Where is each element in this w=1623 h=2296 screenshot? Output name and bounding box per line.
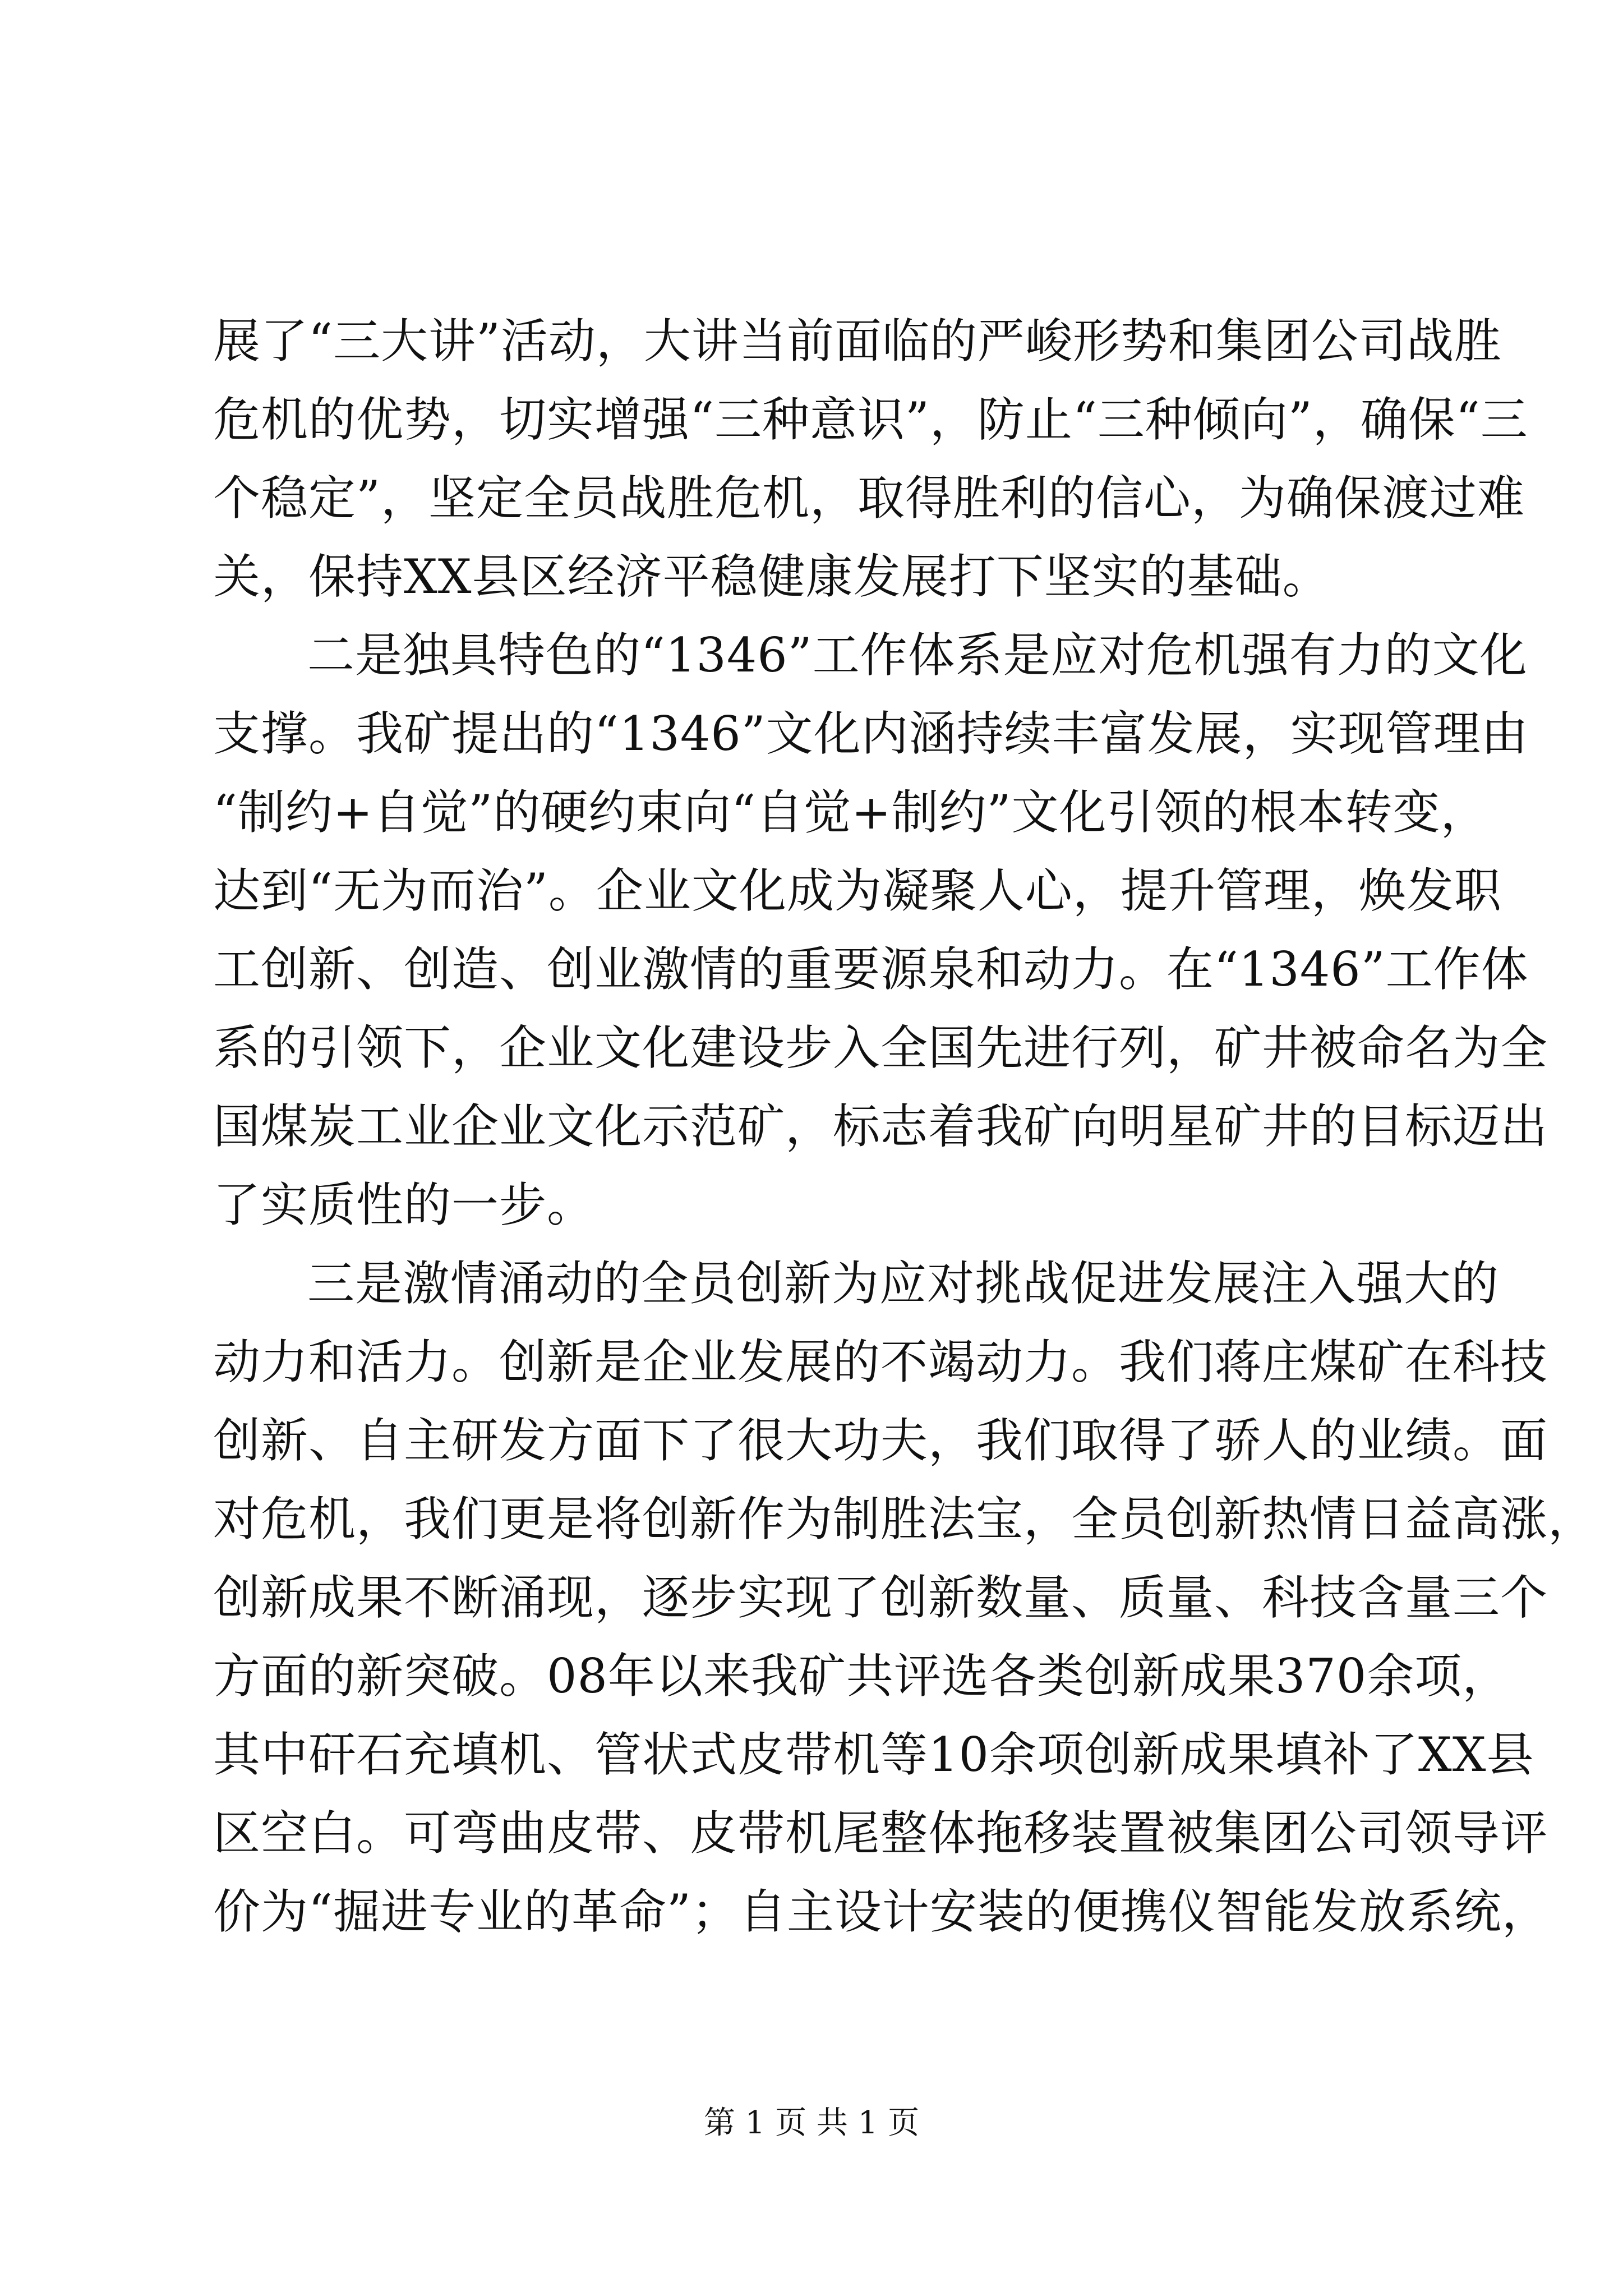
paragraph-1-line-3: 个稳定”，坚定全员战胜危机，取得胜利的信心，为确保渡过难 [213,471,1525,526]
paragraph-2-line-8: 了实质性的一步。 [213,1177,595,1232]
page-number-footer: 第 1 页 共 1 页 [703,2105,920,2141]
paragraph-3-line-2: 动力和活力。创新是企业发展的不竭动力。我们蒋庄煤矿在科技 [213,1335,1548,1389]
paragraph-1-line-1: 展了“三大讲”活动，大讲当前面临的严峻形势和集团公司战胜 [213,314,1502,369]
paragraph-2-line-6: 系的引领下，企业文化建设步入全国先进行列，矿井被命名为全 [213,1020,1548,1075]
paragraph-1-line-4: 关，保持XX县区经济平稳健康发展打下坚实的基础。 [213,549,1330,604]
paragraph-3-line-1: 三是激情涌动的全员创新为应对挑战促进发展注入强大的 [307,1256,1500,1311]
paragraph-3-line-5: 创新成果不断涌现，逐步实现了创新数量、质量、科技含量三个 [213,1570,1548,1625]
paragraph-1-line-2: 危机的优势，切实增强“三种意识”，防止“三种倾向”，确保“三 [213,392,1528,447]
paragraph-2-line-1: 二是独具特色的“1346”工作体系是应对危机强有力的文化 [307,628,1528,683]
paragraph-2-line-2: 支撑。我矿提出的“1346”文化内涵持续丰富发展，实现管理由 [213,706,1529,761]
paragraph-2-line-7: 国煤炭工业企业文化示范矿，标志着我矿向明星矿井的目标迈出 [213,1099,1548,1154]
paragraph-3-line-9: 价为“掘进专业的革命”；自主设计安装的便携仪智能发放系统， [213,1884,1550,1939]
paragraph-2-line-4: 达到“无为而治”。企业文化成为凝聚人心，提升管理，焕发职 [213,863,1502,918]
paragraph-2-line-5: 工创新、创造、创业激情的重要源泉和动力。在“1346”工作体 [213,942,1529,997]
paragraph-3-line-7: 其中矸石充填机、管状式皮带机等10余项创新成果填补了XX县 [213,1727,1534,1782]
paragraph-3-line-4: 对危机，我们更是将创新作为制胜法宝，全员创新热情日益高涨， [213,1492,1596,1547]
paragraph-2-line-3: “制约+自觉”的硬约束向“自觉+制约”文化引领的根本转变， [213,785,1488,840]
paragraph-3-line-8: 区空白。可弯曲皮带、皮带机尾整体拖移装置被集团公司领导评 [213,1806,1548,1861]
paragraph-3-line-6: 方面的新突破。08年以来我矿共评选各类创新成果370余项， [213,1649,1510,1704]
paragraph-3-line-3: 创新、自主研发方面下了很大功夫，我们取得了骄人的业绩。面 [213,1413,1548,1468]
